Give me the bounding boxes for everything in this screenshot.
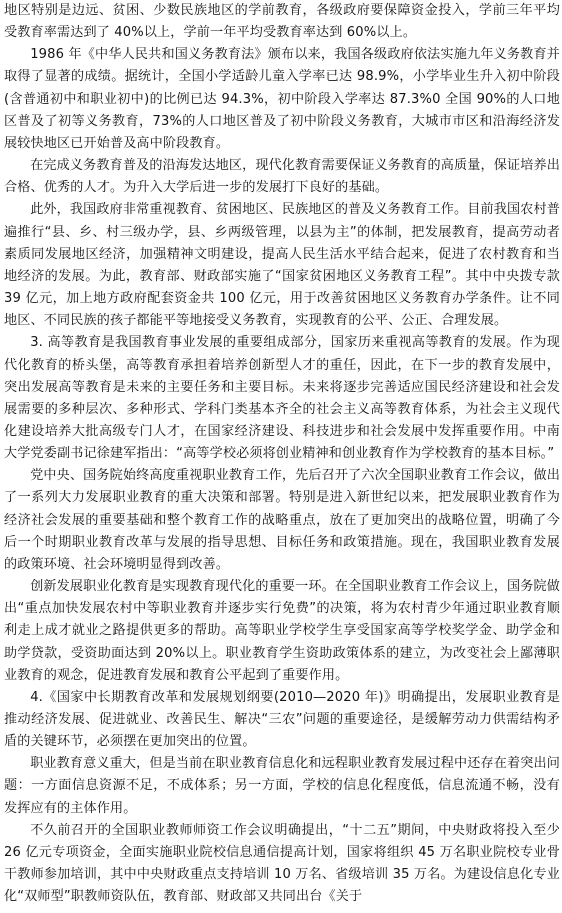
paragraph-higher-education: 3. 高等教育是我国教育事业发展的重要组成部分，国家历来重视高等教育的发展。作为现代化教育的桥头堡，高等教育承担着培养创新型人才的重任，因此，在下一步的教育发展中，突出发展高等教育是未来的主要任务和主要目标。未来将逐步完善适应国民经济建设和社会发展需要的多种层次、多种形式、学科门类基本齐全的社会主义高等教育体系，为社会主义现代化建设培养大批高级专门人才，在国家经济建设、科技进步和社会发展中发挥重要作用。中南大学党委副书记徐建军指出：“高等学校必须将创业精神和创业教育作为学校教育的基本目标。”	[4, 335, 560, 462]
paragraph-compulsory-education-law: 1986 年《中华人民共和国义务教育法》颁布以来，我国各级政府依法实施九年义务教育并取得了显著的成绩。据统计，全国小学适龄儿童入学率已达 98.9%，小学毕业生升入初中阶段(含普通初中和职业初中)的比例已达 94.3%，初中阶段入学率达 87.3%0 全国 90%的人口地区普及了初等义务教育，73%的人口地区普及了初中阶段义务教育，大城市市区和沿海经济发展较快地区已开始普及高中阶段教育。	[4, 47, 560, 151]
paragraph-preschool-funding: 地区特别是边远、贫困、少数民族地区的学前教育，各级政府要保障资金投入，学前三年平均受教育率需达到了 40%以上，学前一年平均受教育率达到 60%以上。	[4, 3, 560, 41]
paragraph-vocational-innovation: 创新发展职业化教育是实现教育现代化的重要一环。在全国职业教育工作会议上，国务院做出“重点加快发展农村中等职业教育并逐步实行免费”的决策，将为农村青少年通过职业教育顺利走上成才就业之路提供更多的帮助。高等职业学校学生享受国家高等学校奖学金、助学金和助学贷款，受资助面达到 20%以上。职业教育学生资助政策体系的建立，为改变社会上鄙薄职业教育的观念，促进教育发展和教育公平起到了重要作用。	[4, 579, 560, 683]
paragraph-poor-areas: 此外，我国政府非常重视教育、贫困地区、民族地区的普及义务教育工作。目前我国农村普遍推行“县、乡、村三级办学，县、乡两级管理，以县为主”的体制，把发展教育，提高劳动者素质同发展地区经济，加强精神文明建设，提高人民生活水平结合起来，促进了农村教育和当地经济的发展。为此，教育部、财政部实施了“国家贫困地区义务教育工程”。其中中央拨专款 39 亿元，加上地方政府配套资金共 100 亿元，用于改善贫困地区义务教育办学条件。让不同地区、不同民族的孩子都能平等地接受义务教育，实现教育的公平、公正、合理发展。	[4, 202, 560, 329]
paragraph-vocational-policy: 党中央、国务院始终高度重视职业教育工作，先后召开了六次全国职业教育工作会议，做出了一系列大力发展职业教育的重大决策和部署。特别是进入新世纪以来，把发展职业教育作为经济社会发展的重要基础和整个教育工作的战略重点，放在了更加突出的战略位置，明确了今后一个时期职业教育改革与发展的指导思想、目标任务和政策措施。现在，我国职业教育发展的政策环境、社会环境明显得到改善。	[4, 468, 560, 572]
paragraph-planning-outline: 4.《国家中长期教育改革和发展规划纲要(2010—2020 年)》明确提出，发展职业教育是推动经济发展、促进就业、改善民生、解决“三农”问题的重要途径，是缓解劳动力供需结构矛盾的关键环节，必须摆在更加突出的位置。	[4, 689, 560, 750]
paragraph-teacher-training: 不久前召开的全国职业教师师资工作会议明确提出，“十二五”期间，中央财政将投入至少 26 亿元专项资金，全面实施职业院校信息通信提高计划，国家将组织 45 万名职业院校专业骨干教师参加培训，其中中央财政重点支持培训 10 万名、省级培训 35 万名。为建设信息化专业化“双师型”职教师资队伍，教育部、财政部又共同出台《关于	[4, 822, 560, 905]
paragraph-vocational-problems: 职业教育意义重大，但是当前在职业教育信息化和远程职业教育发展过程中还存在着突出问题：一方面信息资源不足，不成体系；另一方面，学校的信息化程度低，信息流通不畅，没有发挥应有的主体作用。	[4, 756, 560, 816]
paragraph-coastal-quality: 在完成义务教育普及的沿海发达地区，现代化教育需要保证义务教育的高质量，保证培养出合格、优秀的人才。为升入大学后进一步的发展打下良好的基础。	[4, 158, 560, 196]
